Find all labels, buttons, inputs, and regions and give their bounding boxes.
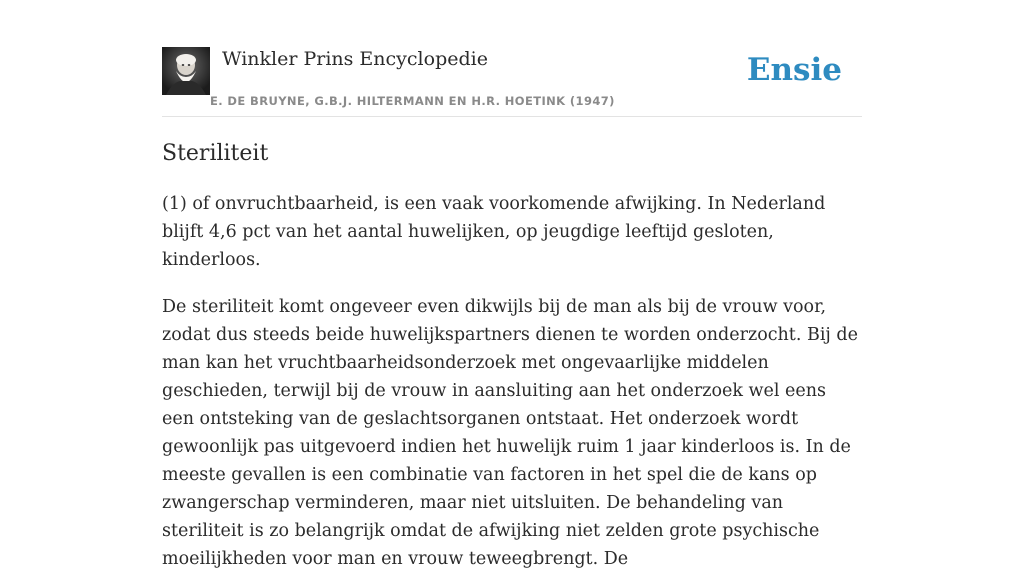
article (162, 138, 862, 573)
article-title: Steriliteit (162, 141, 269, 166)
publication-authors: E. DE BRUYNE, G.B.J. HILTERMANN EN H.R. HOETINK (1947) (210, 94, 615, 108)
article-paragraph: De steriliteit komt ongeveer even dikwijls bij de man als bij de vrouw voor, zodat dus steeds beide huwelijkspartners dienen te worden onderzocht. Bij de man kan het vruchtbaarheidsonderzoek met ongevaarlijke middelen geschieden, terwijl bij de vrouw in aansluiting aan het onderzoek wel eens een ontsteking van de geslachtsorganen ontstaat. Het onderzoek wordt gewoonlijk pas uitgevoerd indien het huwelijk ruim 1 jaar kinderloos is. In de meeste gevallen is een combinatie van factoren in het spel die de kans op zwangerschap verminderen, maar niet uitsluiten. De behandeling van steriliteit is zo belangrijk omdat de afwijking niet zelden grote psychische moeilijkheden voor man en vrouw teweegbrengt. De (162, 297, 858, 569)
publication-title[interactable]: Winkler Prins Encyclopedie (222, 48, 488, 70)
article-paragraph: (1) of onvruchtbaarheid, is een vaak voorkomende afwijking. In Nederland blijft 4,6 pct van het aantal huwelijken, op jeugdige leeftijd gesloten, kinderloos. (162, 194, 826, 270)
brand-logo-link[interactable]: Ensie (746, 52, 842, 88)
publication-header (162, 46, 862, 117)
author-portrait-icon[interactable] (162, 47, 210, 95)
